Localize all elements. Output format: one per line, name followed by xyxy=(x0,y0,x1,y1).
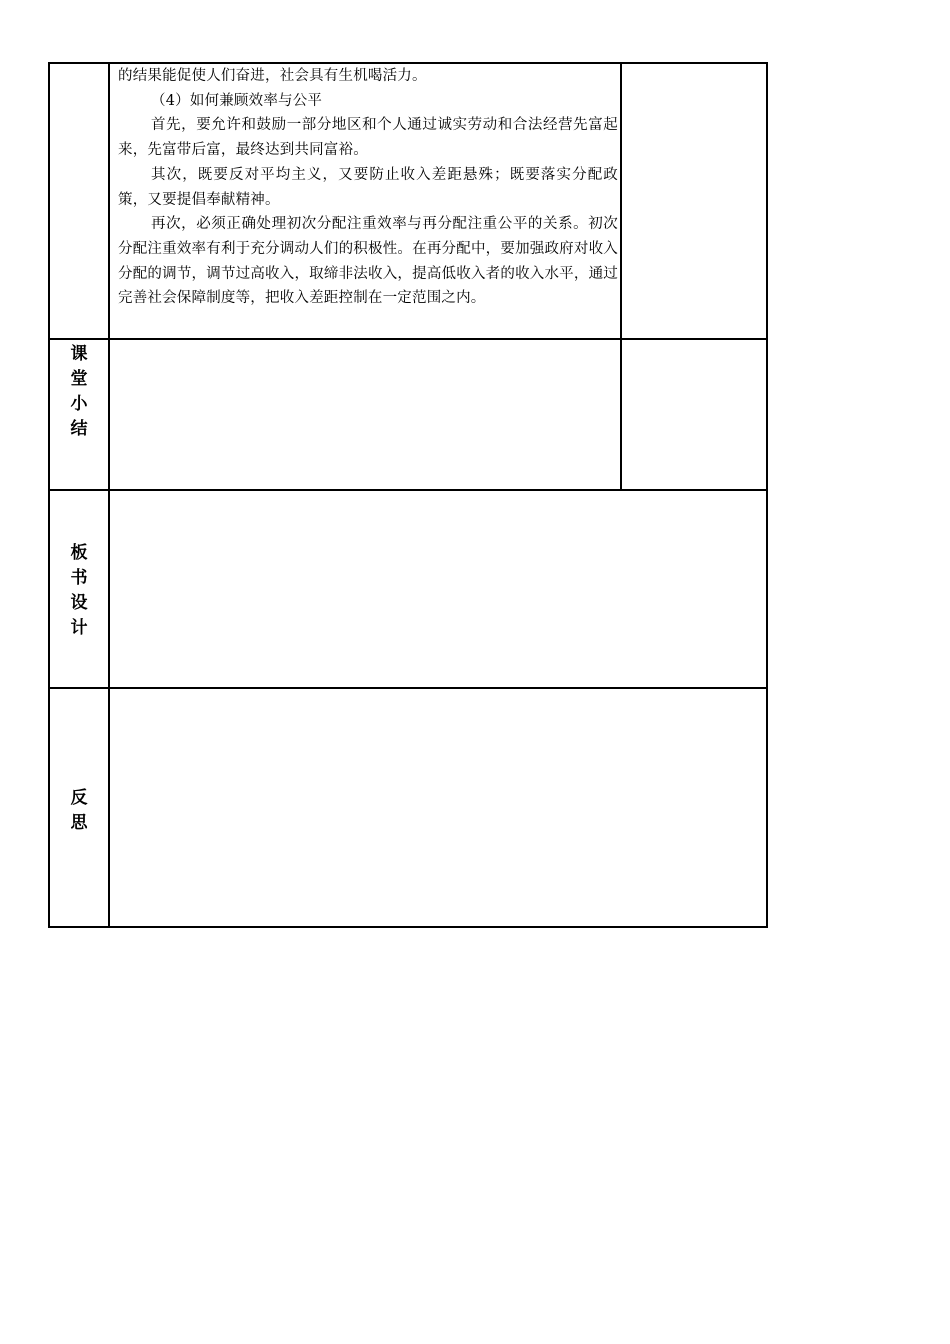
summary-label-char: 小 xyxy=(70,394,88,414)
paragraph-1: （4）如何兼顾效率与公平 xyxy=(151,92,323,109)
paragraph-2: 首先，要允许和鼓励一部分地区和个人通过诚实劳动和合法经营先富起来，先富带后富，最终达到共同富裕。 xyxy=(118,117,618,159)
paragraph-3: 其次，既要反对平均主义，又要防止收入差距悬殊；既要落实分配政策，又要提倡奉献精神。 xyxy=(118,166,618,208)
reflection-label-char: 反 xyxy=(70,788,88,808)
row-divider-1 xyxy=(50,338,766,340)
lesson-plan-table xyxy=(48,62,768,928)
summary-label-char: 课 xyxy=(70,344,88,364)
summary-label-char: 结 xyxy=(70,419,88,439)
reflection-label-char: 思 xyxy=(70,813,88,833)
column-divider-left xyxy=(108,64,110,926)
board-label-char: 计 xyxy=(70,618,88,638)
paragraph-4: 再次，必须正确处理初次分配注重效率与再分配注重公平的关系。初次分配注重效率有利于充分调动人们的积极性。在再分配中，要加强政府对收入分配的调节，调节过高收入，取缔非法收入，提高低收入者的收入水平，通过完善社会保障制度等，把收入差距控制在一定范围之内。 xyxy=(118,216,618,307)
paragraph-0: 的结果能促使人们奋进，社会具有生机喝活力。 xyxy=(118,68,427,84)
reflection-label xyxy=(50,786,108,836)
lesson-content xyxy=(118,64,618,311)
board-design-label xyxy=(50,541,108,641)
board-label-char: 板 xyxy=(70,543,88,563)
column-divider-right xyxy=(620,64,622,490)
row-divider-2 xyxy=(50,489,766,491)
board-label-char: 设 xyxy=(70,593,88,613)
board-label-char: 书 xyxy=(70,568,88,588)
summary-label xyxy=(50,342,108,442)
summary-label-char: 堂 xyxy=(70,369,88,389)
row-divider-3 xyxy=(50,687,766,689)
